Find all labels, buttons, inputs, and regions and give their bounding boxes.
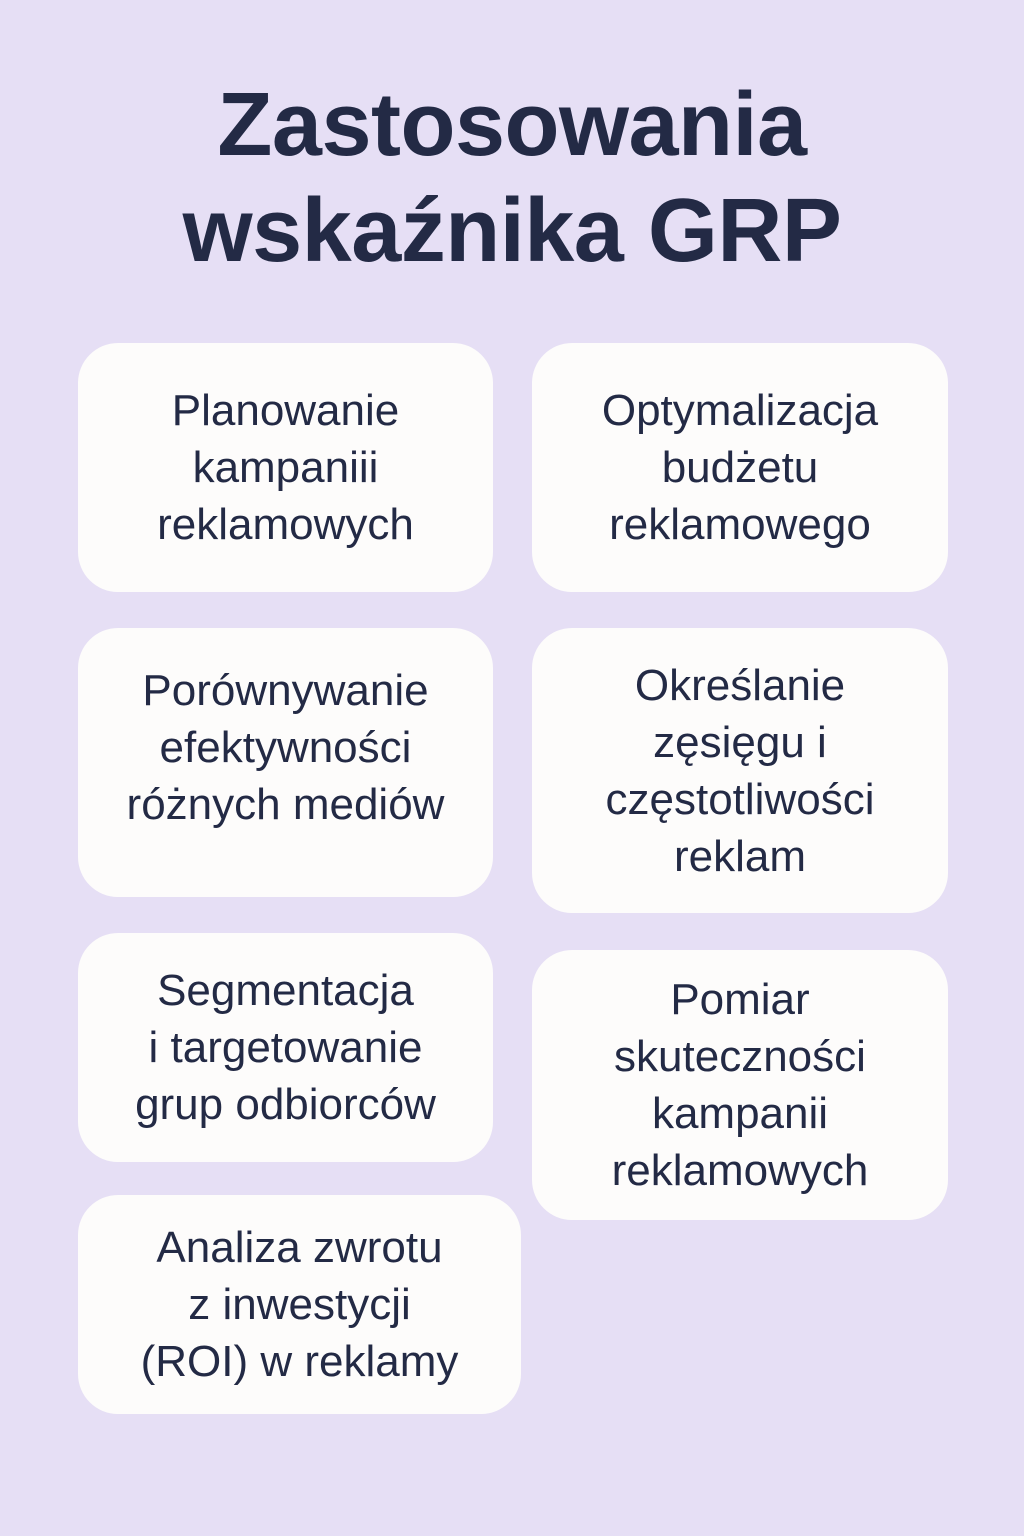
card-line: reklam (673, 831, 807, 881)
card-line: budżetu (661, 443, 819, 492)
card-line: Analiza zwrotu (156, 1223, 443, 1272)
card-line: skuteczności (614, 1032, 866, 1081)
card-text (612, 971, 869, 1199)
page-title-line-2: wskaźnika GRP (182, 181, 842, 281)
card-line: Segmentacja (157, 966, 414, 1015)
card-porownywanie-mediow (78, 628, 493, 897)
card-line: kampanii (651, 1089, 829, 1138)
card-line: zęsięgu i (653, 717, 827, 767)
card-pomiar-skutecznosci (532, 950, 948, 1220)
card-line: częstotliwości (605, 774, 875, 824)
card-line: reklamowego (609, 500, 871, 549)
card-line: reklamowych (157, 500, 414, 549)
card-planowanie-kampanii (78, 343, 493, 592)
card-line: kampaniii (192, 443, 379, 492)
card-line: Pomiar (670, 975, 810, 1024)
card-text (135, 962, 436, 1133)
card-line: grup odbiorców (135, 1080, 436, 1129)
card-line: różnych mediów (126, 780, 445, 829)
card-text (602, 382, 878, 553)
card-line: (ROI) w reklamy (140, 1337, 459, 1386)
card-line: Planowanie (171, 386, 400, 435)
card-line: Porównywanie (142, 666, 429, 715)
card-analiza-roi (78, 1195, 521, 1414)
card-segmentacja-targetowanie (78, 933, 493, 1162)
page-title (0, 72, 1024, 284)
card-optymalizacja-budzetu (532, 343, 948, 592)
card-line: i targetowanie (148, 1023, 423, 1072)
card-line: efektywności (159, 723, 412, 772)
card-line: reklamowych (611, 1146, 869, 1195)
card-text (606, 657, 875, 885)
card-text (127, 662, 445, 833)
card-okreslanie-zasiegu (532, 628, 948, 913)
card-line: Optymalizacja (601, 386, 879, 435)
card-line: Określanie (634, 660, 846, 710)
card-text (141, 1219, 459, 1390)
page-title-line-1: Zastosowania (217, 75, 807, 175)
card-line: z inwestycji (188, 1280, 411, 1329)
card-text (157, 382, 414, 553)
